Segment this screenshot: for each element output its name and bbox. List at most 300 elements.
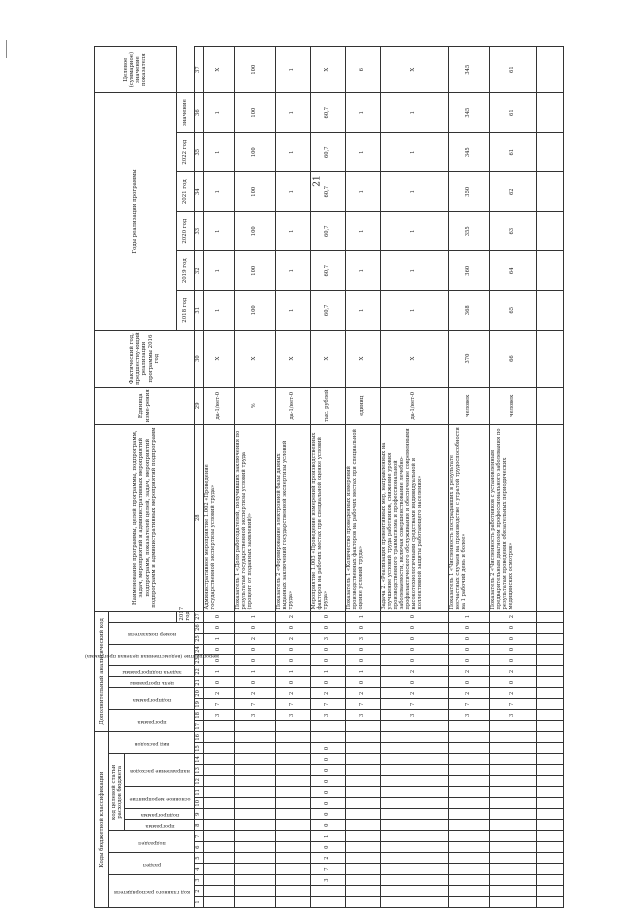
code-cell: [537, 787, 564, 798]
final-value-cell: Х: [311, 47, 346, 93]
code-cell: [381, 831, 449, 842]
code-cell: [346, 864, 381, 875]
year-value-cell: 368: [448, 291, 489, 331]
code-cell: [204, 765, 235, 776]
code-cell: 0: [448, 633, 489, 644]
year-value-cell: 1: [204, 211, 235, 251]
code-cell: [537, 820, 564, 831]
code-cell: [537, 732, 564, 743]
column-number: 18: [195, 710, 204, 721]
vr-header: вид расходов: [109, 732, 195, 754]
year-value-cell: 350: [448, 172, 489, 212]
table-row: [381, 47, 449, 908]
code-cell: [537, 765, 564, 776]
base-year-cell: [537, 330, 564, 387]
year-value-cell: 1: [204, 172, 235, 212]
table-row: [346, 47, 381, 908]
unit-cell: да-1/нет-0: [204, 387, 235, 424]
code-cell: 2: [235, 688, 276, 699]
code-cell: [489, 754, 536, 765]
year-value-cell: 60,7: [311, 291, 346, 331]
final-value-cell: 1: [276, 47, 311, 93]
year-value-cell: 1: [381, 172, 449, 212]
year-value-cell: 1: [346, 93, 381, 133]
code-cell: [489, 765, 536, 776]
code-cell: [448, 875, 489, 886]
add-pok-header: номер показателя: [109, 622, 195, 644]
code-cell: [276, 886, 311, 897]
column-number: 27: [195, 611, 204, 622]
code-cell: [276, 842, 311, 853]
years-header: Годы реализации программы: [95, 93, 177, 330]
code-cell: [311, 732, 346, 743]
year-value-cell: [537, 93, 564, 133]
code-cell: 0: [311, 820, 346, 831]
year-value-cell: [537, 211, 564, 251]
year-value-cell: 100: [235, 172, 276, 212]
year-value-cell: 1: [346, 251, 381, 291]
code-cell: 3: [235, 710, 276, 721]
code-cell: 0: [311, 776, 346, 787]
code-cell: 0: [311, 622, 346, 633]
code-cell: [448, 754, 489, 765]
column-number: 21: [195, 677, 204, 688]
code-cell: 0: [276, 677, 311, 688]
final-value-cell: 61: [489, 47, 536, 93]
code-cell: [537, 688, 564, 699]
year-2022-header: 2022 год: [176, 132, 194, 172]
code-cell: 0: [276, 655, 311, 666]
code-cell: [537, 611, 564, 622]
code-cell: [381, 897, 449, 908]
column-number: 17: [195, 721, 204, 732]
code-cell: 3: [381, 710, 449, 721]
code-cell: [204, 809, 235, 820]
column-number: 33: [195, 211, 204, 251]
code-cell: [235, 776, 276, 787]
year-value-cell: 64: [489, 251, 536, 291]
code-cell: 0: [489, 655, 536, 666]
code-cell: [346, 787, 381, 798]
year-value-cell: 62: [489, 172, 536, 212]
code-cell: 0: [311, 765, 346, 776]
code-cell: [381, 886, 449, 897]
year-2018-header: 2018 год: [176, 291, 194, 331]
code-cell: [204, 875, 235, 886]
year-value-cell: 345: [448, 93, 489, 133]
column-number: 35: [195, 132, 204, 172]
item-name: [537, 424, 564, 611]
code-cell: [537, 875, 564, 886]
code-cell: 2: [489, 611, 536, 622]
code-cell: 3: [311, 710, 346, 721]
code-cell: [489, 864, 536, 875]
code-cell: 2: [489, 688, 536, 699]
code-cell: [537, 776, 564, 787]
code-cell: 2: [311, 853, 346, 864]
code-cell: 7: [311, 699, 346, 710]
code-cell: 0: [311, 798, 346, 809]
year-value-cell: 1: [204, 291, 235, 331]
code-cell: [537, 677, 564, 688]
year-value-cell: 60,7: [311, 172, 346, 212]
item-name: Показатель 1 «Численность пострадавших в результате несчастных случаев на производстве с утратой трудоспособности на 1 рабочий день и более»: [448, 424, 489, 611]
code-cell: [235, 820, 276, 831]
code-cell: [537, 721, 564, 732]
column-number: 13: [195, 765, 204, 776]
code-cell: [448, 765, 489, 776]
column-number-row: [195, 47, 204, 908]
code-cell: 0: [204, 611, 235, 622]
year-value-cell: [537, 291, 564, 331]
year-value-cell: [537, 172, 564, 212]
column-number: 24: [195, 644, 204, 655]
code-cell: [489, 820, 536, 831]
code-cell: 0: [235, 655, 276, 666]
year-value-cell: 345: [448, 132, 489, 172]
year-value-cell: 1: [276, 93, 311, 133]
code-cell: [311, 897, 346, 908]
code-cell: 2: [276, 688, 311, 699]
code-cell: 2: [448, 666, 489, 677]
csr-podprog-header: подпрограмма: [125, 809, 195, 820]
code-cell: 1: [204, 633, 235, 644]
code-cell: [204, 853, 235, 864]
code-cell: 3: [346, 710, 381, 721]
code-cell: [311, 721, 346, 732]
year-value-cell: 100: [235, 132, 276, 172]
code-cell: [311, 886, 346, 897]
unit-cell: [537, 387, 564, 424]
code-cell: 0: [489, 622, 536, 633]
code-cell: [537, 633, 564, 644]
year-value-cell: 355: [448, 211, 489, 251]
code-cell: 0: [448, 644, 489, 655]
page-number: 21: [312, 175, 323, 187]
code-cell: [276, 798, 311, 809]
code-cell: [235, 853, 276, 864]
code-cell: [235, 864, 276, 875]
code-cell: [489, 809, 536, 820]
code-cell: 0: [381, 622, 449, 633]
column-number: 5: [195, 853, 204, 864]
code-cell: [489, 776, 536, 787]
code-cell: 3: [276, 710, 311, 721]
code-cell: 2: [276, 611, 311, 622]
rotated-table-wrapper: [84, 46, 564, 908]
code-cell: 7: [311, 864, 346, 875]
column-number: 19: [195, 699, 204, 710]
code-cell: [537, 699, 564, 710]
year-value-cell: 1: [381, 291, 449, 331]
year-value-cell: 100: [235, 291, 276, 331]
code-cell: [537, 842, 564, 853]
final-value-cell: Х: [204, 47, 235, 93]
code-cell: [448, 864, 489, 875]
code-cell: [235, 754, 276, 765]
code-cell: [448, 743, 489, 754]
code-cell: [381, 809, 449, 820]
unit-cell: человек: [448, 387, 489, 424]
year-value-cell: [537, 251, 564, 291]
code-cell: 2: [489, 666, 536, 677]
column-number: 2: [195, 886, 204, 897]
code-cell: 3: [204, 710, 235, 721]
razdel-header: раздел: [109, 853, 195, 875]
code-cell: [346, 743, 381, 754]
column-number: 31: [195, 291, 204, 331]
code-cell: [489, 897, 536, 908]
code-cell: [346, 754, 381, 765]
base-col-header: Фактический год, предшеству-ющий реализации программы 2016 год: [95, 330, 195, 387]
code-cell: [448, 721, 489, 732]
code-cell: [235, 875, 276, 886]
code-cell: [489, 721, 536, 732]
code-cell: 2: [311, 688, 346, 699]
code-cell: 0: [276, 622, 311, 633]
code-cell: [381, 820, 449, 831]
code-cell: 1: [276, 666, 311, 677]
column-number: 23: [195, 655, 204, 666]
code-cell: [204, 743, 235, 754]
code-cell: [448, 831, 489, 842]
table-row: [204, 47, 235, 908]
base-year-cell: Х: [235, 330, 276, 387]
code-cell: [235, 743, 276, 754]
code-cell: [204, 842, 235, 853]
name-col-header: Наименование программы, целей программы, подпрограмм, задач, мероприятий и административных мероприятий подпрограмм, показателей целей, задач, мероприятий подпрограмм и административных мероприятий подпрограмм: [95, 424, 195, 611]
code-cell: [489, 787, 536, 798]
code-cell: 2: [448, 688, 489, 699]
code-cell: [537, 886, 564, 897]
code-cell: 7: [381, 699, 449, 710]
table-row: [235, 47, 276, 908]
column-number: 34: [195, 172, 204, 212]
addl-code-header: Дополнительный аналитический код: [95, 611, 109, 732]
code-cell: [276, 787, 311, 798]
code-cell: [448, 809, 489, 820]
code-cell: 0: [204, 677, 235, 688]
column-number: 37: [195, 47, 204, 93]
code-cell: [204, 798, 235, 809]
code-cell: 0: [489, 677, 536, 688]
year-2020-header: 2020 год: [176, 211, 194, 251]
code-cell: 7: [489, 699, 536, 710]
year-value-cell: 1: [276, 251, 311, 291]
code-cell: 2: [276, 633, 311, 644]
code-cell: 0: [346, 644, 381, 655]
code-cell: [381, 787, 449, 798]
year-value-cell: 1: [204, 251, 235, 291]
year-value-cell: 60,7: [311, 132, 346, 172]
code-cell: [448, 776, 489, 787]
base-year-cell: Х: [311, 330, 346, 387]
base-year-cell: Х: [346, 330, 381, 387]
code-cell: 1: [311, 666, 346, 677]
item-name: Показатель 2 «Формирование электронной базы данных выданных заключений государственной экспертизы условий труда»: [276, 424, 311, 611]
unit-col-header: Единица изме-рения: [95, 387, 195, 424]
code-cell: 0: [381, 655, 449, 666]
base-year-cell: Х: [204, 330, 235, 387]
year-value-cell: 100: [235, 211, 276, 251]
code-cell: 0: [311, 644, 346, 655]
column-number: 6: [195, 842, 204, 853]
code-cell: 1: [235, 666, 276, 677]
table-row: [537, 47, 564, 908]
code-cell: 0: [489, 644, 536, 655]
code-cell: [489, 875, 536, 886]
code-cell: [276, 831, 311, 842]
final-value-cell: 100: [235, 47, 276, 93]
base-year-cell: 66: [489, 330, 536, 387]
code-cell: [448, 842, 489, 853]
code-cell: [537, 831, 564, 842]
code-cell: 0: [204, 655, 235, 666]
code-cell: 3: [489, 710, 536, 721]
final-value-cell: 345: [448, 47, 489, 93]
column-number: 29: [195, 387, 204, 424]
year-value-cell: 63: [489, 211, 536, 251]
code-cell: [537, 798, 564, 809]
code-cell: [235, 897, 276, 908]
code-cell: [381, 721, 449, 732]
code-cell: 3: [311, 633, 346, 644]
add-cel-header: цель программы: [109, 677, 195, 688]
code-cell: [204, 820, 235, 831]
year-2021-header: 2021 год: [176, 172, 194, 212]
code-cell: [381, 754, 449, 765]
column-number: 28: [195, 424, 204, 611]
code-cell: [346, 831, 381, 842]
year-value-cell: 61: [489, 93, 536, 133]
code-cell: [204, 754, 235, 765]
code-cell: [204, 831, 235, 842]
code-cell: [276, 820, 311, 831]
add-task-header: задача подпрограммы: [109, 666, 195, 677]
year-value-cell: 61: [489, 132, 536, 172]
table-row: [448, 47, 489, 908]
code-cell: [346, 732, 381, 743]
column-number: 1: [195, 897, 204, 908]
column-number: 16: [195, 732, 204, 743]
admin-code-header: код главного распорядителя: [109, 875, 195, 908]
code-cell: 0: [381, 611, 449, 622]
code-cell: [276, 897, 311, 908]
code-cell: 0: [204, 644, 235, 655]
code-cell: [276, 743, 311, 754]
code-cell: [537, 809, 564, 820]
code-cell: [537, 743, 564, 754]
item-name: Мероприятие 1.003 «Проведение измерений производственных факторов на рабочих местах при специальной оценке условий труда»: [311, 424, 346, 611]
code-cell: 3: [346, 633, 381, 644]
code-cell: [489, 842, 536, 853]
code-cell: 0: [448, 655, 489, 666]
code-cell: [537, 754, 564, 765]
code-cell: [489, 853, 536, 864]
code-cell: 0: [381, 644, 449, 655]
year-value-cell: 60,7: [311, 211, 346, 251]
table-row: [276, 47, 311, 908]
year-2019-header: 2019 год: [176, 251, 194, 291]
year-value-cell: 1: [381, 251, 449, 291]
unit-cell: да-1/нет-0: [276, 387, 311, 424]
unit-cell: %: [235, 387, 276, 424]
code-cell: [235, 732, 276, 743]
code-cell: [537, 853, 564, 864]
item-name: Показатель 1 «Количество проведенных измерений производственных факторов на рабочих местах при специальной оценке условий труда»: [346, 424, 381, 611]
code-cell: [489, 798, 536, 809]
code-cell: 2: [204, 688, 235, 699]
column-number: 30: [195, 330, 204, 387]
year-value-cell: 1: [276, 291, 311, 331]
code-cell: 0: [311, 655, 346, 666]
code-cell: 0: [448, 622, 489, 633]
code-cell: [381, 798, 449, 809]
code-cell: [381, 853, 449, 864]
code-cell: [276, 776, 311, 787]
code-cell: [381, 732, 449, 743]
code-cell: [235, 765, 276, 776]
code-cell: [346, 875, 381, 886]
column-number: 25: [195, 633, 204, 644]
code-cell: [489, 732, 536, 743]
code-cell: [381, 743, 449, 754]
code-cell: [235, 798, 276, 809]
unit-cell: человек: [489, 387, 536, 424]
code-cell: 7: [448, 699, 489, 710]
column-number: 26: [195, 622, 204, 633]
table-row: [489, 47, 536, 908]
code-cell: 0: [311, 743, 346, 754]
year-value-cell: 60,7: [311, 251, 346, 291]
year-value-cell: 1: [276, 132, 311, 172]
year-value-cell: 65: [489, 291, 536, 331]
code-cell: [235, 721, 276, 732]
column-number: 9: [195, 809, 204, 820]
code-cell: 0: [381, 633, 449, 644]
code-cell: [448, 853, 489, 864]
code-cell: 0: [311, 754, 346, 765]
code-cell: [346, 842, 381, 853]
code-cell: [448, 897, 489, 908]
column-number: 7: [195, 831, 204, 842]
code-cell: [346, 897, 381, 908]
year-value-cell: 100: [235, 93, 276, 133]
code-cell: [276, 875, 311, 886]
code-cell: 3: [448, 710, 489, 721]
code-cell: 1: [235, 611, 276, 622]
year-value-cell: 1: [381, 211, 449, 251]
code-cell: [537, 897, 564, 908]
column-number: 11: [195, 787, 204, 798]
code-cell: [381, 875, 449, 886]
code-cell: [276, 864, 311, 875]
add-prog-header: программа: [109, 710, 195, 732]
code-cell: 2: [381, 666, 449, 677]
code-cell: 1: [346, 666, 381, 677]
code-cell: 0: [489, 633, 536, 644]
year-value-cell: 60,7: [311, 93, 346, 133]
code-cell: [537, 622, 564, 633]
codes-header: Коды бюджетной классификации: [95, 732, 109, 908]
code-cell: [537, 666, 564, 677]
code-cell: [204, 787, 235, 798]
code-cell: [276, 721, 311, 732]
item-name: Показатель 2 «Численность работников с установленным предварительным диагнозом профессионального заболевания по результатам проведения обязательных периодических медицинских осмотров»: [489, 424, 536, 611]
code-cell: [204, 721, 235, 732]
code-cell: 2: [346, 688, 381, 699]
code-cell: [276, 809, 311, 820]
